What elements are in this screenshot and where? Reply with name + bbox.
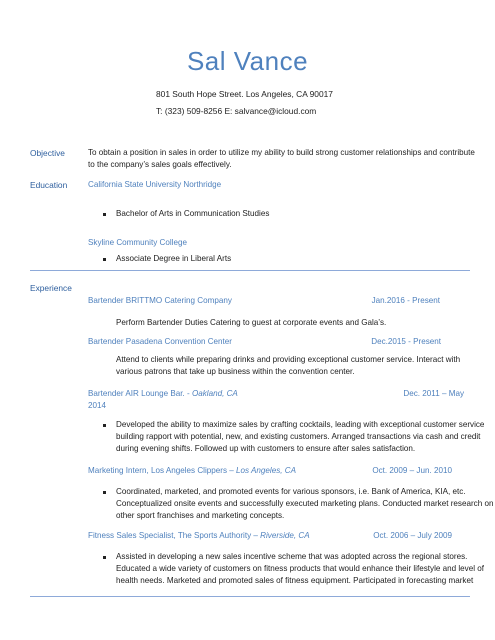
job-date: Dec.2015 - Present [371,337,441,346]
bullet-icon [103,556,106,559]
objective-text-line-2: to the company’s sales goals effectively. [88,160,232,169]
job-description-line: building rapport with potential, new, and existing customers. Arranged transactions via cash and credit [116,432,481,441]
address-line: 801 South Hope Street. Los Angeles, CA 90017 [156,89,333,99]
degree-text: Bachelor of Arts in Communication Studies [116,209,270,218]
job-description-line: Perform Bartender Duties Catering to guest at corporate events and Gala’s. [116,318,387,327]
job-title [88,389,238,398]
job-date-continued: 2014 [88,401,107,410]
job-description-line: other sport franchises and marketing concepts. [116,511,285,520]
section-divider [30,596,470,597]
job-location: Los Angeles, CA [236,466,297,475]
school-name: California State University Northridge [88,180,222,189]
candidate-name: Sal Vance [186,46,309,76]
degree-text: Associate Degree in Liberal Arts [116,254,232,263]
objective-label: Objective [30,148,65,158]
experience-label: Experience [30,283,72,293]
job-description-line: Developed the ability to maximize sales by crafting cocktails, leading with exceptional customer service [116,420,485,429]
contact-line: T: (323) 509-8256 E: salvance@icloud.com [156,106,317,116]
job-description-line: Educated a wide variety of customers on fitness products that would enhance their lifestyle and level of [116,564,485,573]
job-description-line: Attend to clients while preparing drinks and providing exceptional customer service. Interact with [116,355,461,364]
job-description-line: during evening shifts. Followed up with customers to ensure after sales satisfaction. [116,444,416,453]
job-title: Bartender BRITTMO Catering Company [88,296,232,305]
job-description-line: health needs. Marketed and promoted sales of fitness equipment. Participated in forecasting market [116,576,474,585]
bullet-icon [103,424,106,427]
section-divider [30,270,470,271]
job-title-text: Bartender AIR Lounge Bar. - [88,389,190,398]
education-label: Education [30,180,68,190]
job-description-line: Coordinated, marketed, and promoted events for various sponsors, i.e. Bank of America, KIA, etc. [116,487,466,496]
bullet-icon [103,213,106,216]
bullet-icon [103,491,106,494]
job-date: Oct. 2009 – Jun. 2010 [372,466,452,475]
job-date: Oct. 2006 – July 2009 [373,531,452,540]
school-name: Skyline Community College [88,238,187,247]
job-description-line: Conceptualized onsite events and successfully executed marketing plans. Conducted market research on [116,499,494,508]
job-date: Jan.2016 - Present [371,296,440,305]
job-title [88,466,296,475]
job-location: Riverside, CA [260,531,310,540]
job-title [88,531,310,540]
job-title-text: Marketing Intern, Los Angeles Clippers – [88,466,234,475]
job-title: Bartender Pasadena Convention Center [88,337,232,346]
job-date: Dec. 2011 – May [403,389,464,398]
job-title-text: Fitness Sales Specialist, The Sports Authority – [88,531,258,540]
bullet-icon [103,258,106,261]
job-description-line: various patrons that take up business within the convention center. [116,367,355,376]
job-location: Oakland, CA [191,389,238,398]
objective-text-line-1: To obtain a position in sales in order to utilize my ability to build strong customer relationships and contribute [88,148,475,157]
job-description-line: Assisted in developing a new sales incentive scheme that was adopted across the regional stores. [116,552,468,561]
